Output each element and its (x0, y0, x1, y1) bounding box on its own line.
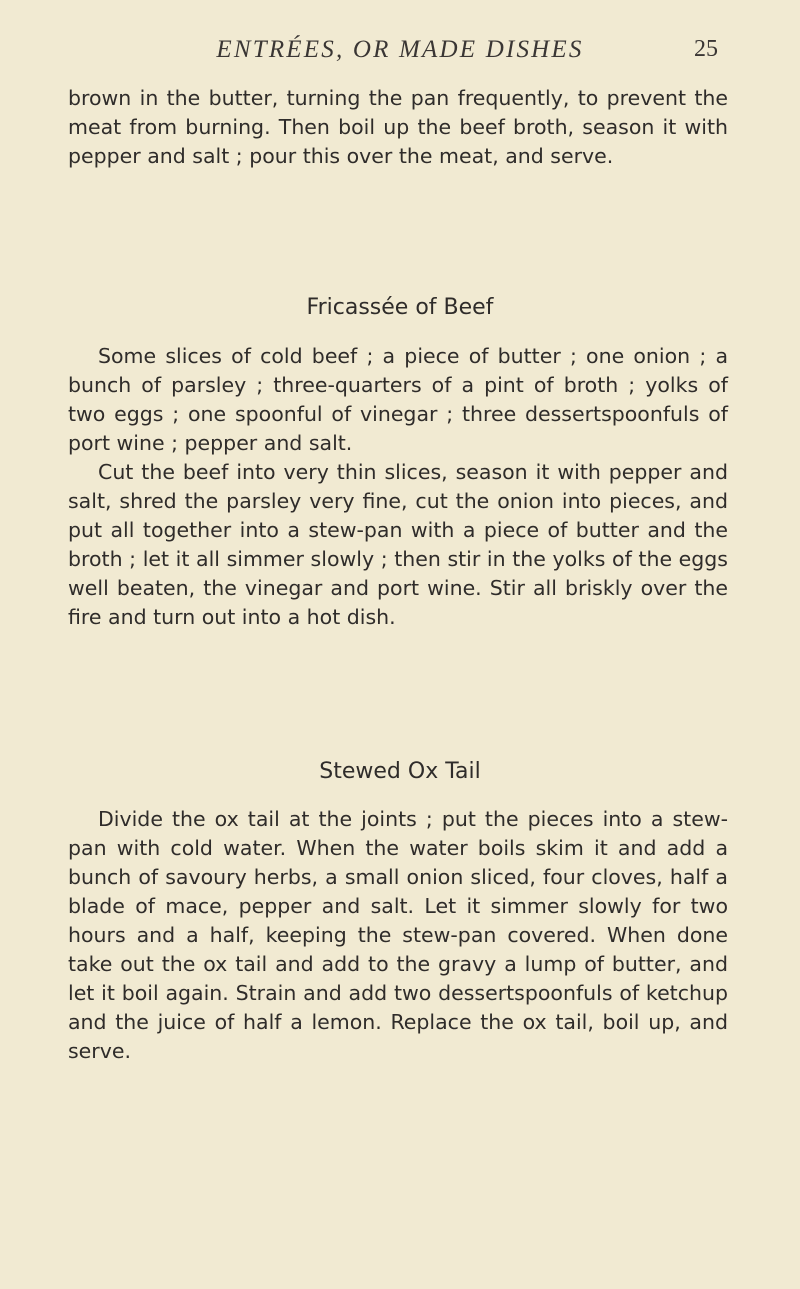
method-paragraph: Cut the beef into very thin slices, season it with pepper and salt, shred the parsley very fine, cut the onion into pieces, and put all together into a stew-pan with a piece of butter and the broth ; let it all simmer slowly ; then stir in the yolks of the eggs well beaten, the vinegar and port wine. Stir all briskly over the fire and turn out into a hot dish. (68, 460, 728, 629)
recipe-title-fricassee-of-beef: Fricassée of Beef (306, 295, 494, 320)
page-number: 25 (694, 36, 718, 62)
intro-paragraph-block (68, 84, 728, 171)
method-paragraph: Divide the ox tail at the joints ; put the pieces into a stew-pan with cold water. When the water boils skim it and add a bunch of savoury herbs, a small onion sliced, four cloves, half a blade of mace, pepper and salt. Let it simmer slowly for two hours and a half, keeping the stew-pan covered. When done take out the ox tail and add to the gravy a lump of butter, and let it boil again. Strain and add two dessertspoonfuls of ketchup and the juice of half a lemon. Replace the ox tail, boil up, and serve. (68, 807, 728, 1063)
intro-paragraph: brown in the butter, turning the pan frequently, to prevent the meat from burning. Then boil up the beef broth, season it with pepper and salt ; pour this over the meat, and serve. (68, 86, 728, 168)
running-title: ENTRÉES, OR MADE DISHES (216, 36, 584, 63)
recipe-title-stewed-ox-tail: Stewed Ox Tail (319, 759, 481, 784)
running-head (0, 30, 800, 70)
recipe-body-fricassee-of-beef (68, 342, 728, 632)
recipe-body-stewed-ox-tail (68, 805, 728, 1066)
ingredients-paragraph: Some slices of cold beef ; a piece of butter ; one onion ; a bunch of parsley ; three-quarters of a pint of broth ; yolks of two eggs ; one spoonful of vinegar ; three dessertspoonfuls of port wine ; pepper and salt. (68, 344, 728, 455)
